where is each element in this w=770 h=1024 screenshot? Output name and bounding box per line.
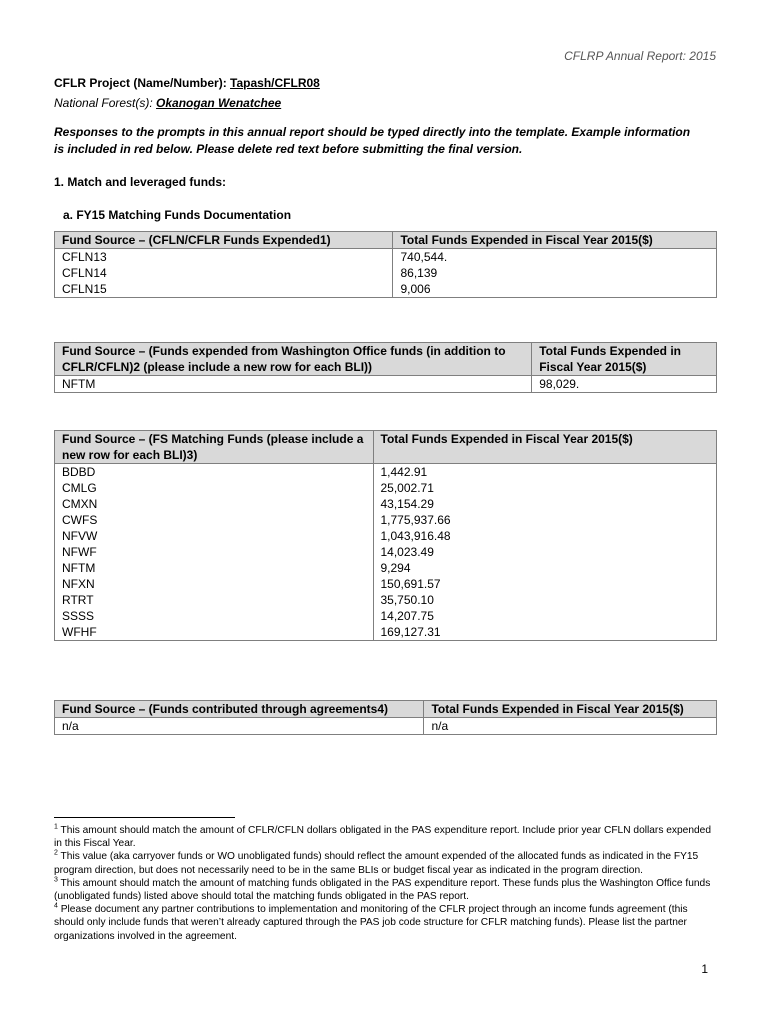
footnote-3 [54,877,714,903]
table-row [55,496,717,512]
table-row [55,624,717,641]
amount-cell: 740,544. [393,249,717,266]
amount-cell: 14,207.75 [373,608,717,624]
fund-source-cell: NFXN [55,576,374,592]
amount-cell: 43,154.29 [373,496,717,512]
cfln-funds-table [54,231,717,298]
fund-source-cell: NFTM [55,376,532,393]
table-row [55,464,717,481]
page-number: 1 [701,962,708,976]
project-name-value: Tapash/CFLR08 [230,76,320,90]
amount-cell: 1,442.91 [373,464,717,481]
fund-source-cell: NFTM [55,560,374,576]
table-row [55,576,717,592]
column-header: Fund Source – (Funds contributed through agreements4) [55,701,424,718]
agreement-funds-table [54,700,717,735]
national-forest-label: National Forest(s): [54,96,157,110]
subsection-heading: a. FY15 Matching Funds Documentation [63,208,292,222]
table-header-row [55,232,717,249]
amount-cell: 35,750.10 [373,592,717,608]
table-row [55,560,717,576]
column-header: Fund Source – (FS Matching Funds (please include a new row for each BLI)3) [55,431,374,464]
column-header: Fund Source – (CFLN/CFLR Funds Expended1) [55,232,393,249]
fund-source-cell: CFLN13 [55,249,393,266]
amount-cell: 25,002.71 [373,480,717,496]
fund-source-cell: CFLN15 [55,281,393,298]
table-row [55,512,717,528]
table-header-row [55,701,717,718]
fund-source-cell: SSSS [55,608,374,624]
report-header: CFLRP Annual Report: 2015 [564,49,716,63]
fund-source-cell: WFHF [55,624,374,641]
section-heading: 1. Match and leveraged funds: [54,175,227,189]
footnote-separator [54,817,235,818]
footnotes [54,824,714,943]
fs-matching-funds-table [54,430,717,641]
amount-cell: 169,127.31 [373,624,717,641]
table-row [55,592,717,608]
amount-cell: 1,043,916.48 [373,528,717,544]
national-forest-value: Okanogan Wenatchee [156,96,282,110]
column-header: Total Funds Expended in Fiscal Year 2015($) [393,232,717,249]
project-name-label: CFLR Project (Name/Number): [54,76,231,90]
table-row [55,608,717,624]
national-forest-line [54,96,281,110]
amount-cell: 86,139 [393,265,717,281]
footnote-text: Please document any partner contributions to implementation and monitoring of the CFLR project through an income funds agreement (this should only include funds that weren’t already captured through the PAS job code structure for CFLR matching funds). Please list the partner organizations involved in the agreement. [54,904,688,942]
footnote-4 [54,903,714,943]
column-header: Fund Source – (Funds expended from Washington Office funds (in addition to CFLR/CFLN)2 (please include a new row for each BLI)) [55,343,532,376]
fund-source-cell: CWFS [55,512,374,528]
instructions-paragraph: Responses to the prompts in this annual report should be typed directly into the template. Example information is included in red below. Please delete red text before submitting the final version. [54,125,691,156]
amount-cell: 9,006 [393,281,717,298]
fund-source-cell: n/a [55,718,424,735]
footnote-1 [54,824,714,850]
fund-source-cell: BDBD [55,464,374,481]
column-header: Total Funds Expended in Fiscal Year 2015($) [424,701,717,718]
amount-cell: 150,691.57 [373,576,717,592]
table-row [55,544,717,560]
amount-cell: 14,023.49 [373,544,717,560]
column-header: Total Funds Expended in Fiscal Year 2015($) [373,431,717,464]
amount-cell: n/a [424,718,717,735]
footnote-2 [54,850,714,876]
fund-source-cell: NFVW [55,528,374,544]
fund-source-cell: NFWF [55,544,374,560]
amount-cell: 98,029. [532,376,717,393]
column-header: Total Funds Expended in Fiscal Year 2015($) [532,343,717,376]
footnote-mark: 3 [54,876,58,884]
footnote-mark: 4 [54,902,58,910]
table-row [55,718,717,735]
table-header-row [55,431,717,464]
table-row [55,281,717,298]
footnote-mark: 1 [54,823,58,831]
table-header-row [55,343,717,376]
table-row [55,528,717,544]
fund-source-cell: RTRT [55,592,374,608]
project-name-line [54,76,320,90]
amount-cell: 9,294 [373,560,717,576]
fund-source-cell: CMXN [55,496,374,512]
table-row [55,265,717,281]
fund-source-cell: CFLN14 [55,265,393,281]
fund-source-cell: CMLG [55,480,374,496]
footnote-mark: 2 [54,850,58,858]
table-row [55,376,717,393]
washington-office-funds-table [54,342,717,393]
table-row [55,249,717,266]
footnote-text: This value (aka carryover funds or WO unobligated funds) should reflect the amount expended of the allocated funds as indicated in the FY15 program direction, but does not necessarily need to be in the same BLIs or budget fiscal year as indicated in the program direction. [54,851,699,876]
footnote-text: This amount should match the amount of matching funds obligated in the PAS expenditure report. These funds plus the Washington Office funds (unobligated funds) listed above should total the matching funds obligated in the PAS report. [54,877,711,903]
footnote-text: This amount should match the amount of CFLR/CFLN dollars obligated in the PAS expenditure report. Include prior year CFLN dollars expended in this Fiscal Year. [54,825,712,850]
amount-cell: 1,775,937.66 [373,512,717,528]
table-row [55,480,717,496]
